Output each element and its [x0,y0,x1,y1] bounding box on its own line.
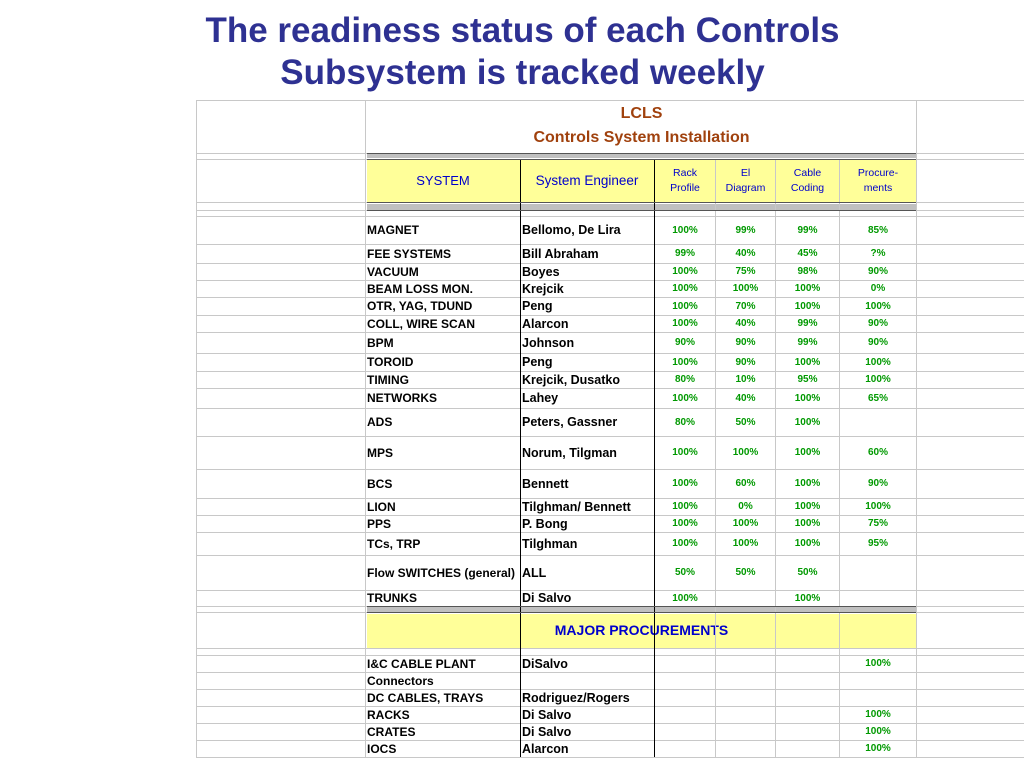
readiness-value: 100% [794,518,821,529]
system-engineer: Peng [522,299,553,313]
procurement-value [840,689,916,706]
column-separator [520,159,521,757]
readiness-value: 100% [865,501,891,512]
readiness-value: 90% [867,266,888,277]
readiness-value: 100% [672,392,698,404]
procurement-name: CRATES [367,724,416,739]
grid-row-line [196,280,1024,281]
readiness-value: 80% [674,416,695,428]
readiness-value: 90% [867,478,888,489]
cable-coding-label-2: Coding [790,181,825,194]
section-border [367,159,916,160]
system-name: TOROID [367,355,414,369]
system-name: MPS [367,445,394,460]
readiness-value [840,590,916,606]
procurement-engineer: DiSalvo [522,656,568,671]
procurement-name: DC CABLES, TRAYS [367,690,484,705]
readiness-value: 90% [674,337,695,348]
procurement-value [840,672,916,689]
procurement-value: 100% [865,726,891,737]
grid-column-line [775,159,776,757]
readiness-value: 50% [735,416,756,428]
procurement-value: 100% [865,743,891,754]
grid-row-line [196,723,1024,724]
system-engineer: Norum, Tilgman [522,445,617,460]
grid-column-line [916,100,917,757]
grid-row-line [196,555,1024,556]
readiness-value: 90% [735,356,756,368]
system-name: NETWORKS [367,391,437,405]
readiness-value: 100% [794,356,821,368]
procurements-label-2: ments [863,181,893,194]
readiness-value: 95% [867,538,888,549]
readiness-value: 100% [672,224,698,236]
section-border [367,606,916,607]
readiness-value: 60% [735,478,756,489]
system-engineer: Krejcik, Dusatko [522,372,620,387]
readiness-value: 100% [794,447,821,458]
readiness-value: 95% [797,374,818,385]
readiness-value: 100% [732,447,759,458]
readiness-value: 75% [735,266,756,277]
system-engineer: Bennett [522,476,569,491]
readiness-value: 50% [674,567,695,578]
procurement-engineer [522,672,652,689]
readiness-value: 100% [732,283,759,294]
grid-row-line [196,408,1024,409]
sheet-heading-lcls: LCLS [620,105,663,122]
grid-row-line [196,648,1024,649]
system-engineer: Alarcon [522,316,569,331]
el-diagram-label-1: El [740,166,751,179]
procurement-engineer: Di Salvo [522,724,572,739]
readiness-value: 100% [865,374,891,385]
readiness-value: 40% [735,318,756,329]
column-header-system: SYSTEM [416,173,470,188]
procurement-engineer: Rodriguez/Rogers [522,690,630,705]
system-name: Flow SWITCHES (general) [367,565,516,580]
system-name: TRUNKS [367,591,417,605]
column-header-engineer: System Engineer [535,173,639,188]
system-name: OTR, YAG, TDUND [367,299,473,313]
grid-row-line [196,655,1024,656]
procurement-name: I&C CABLE PLANT [367,656,476,671]
system-name: BCS [367,476,393,491]
procurements-label-1: Procure- [857,166,899,179]
grid-row-line [196,740,1024,741]
readiness-value: 100% [672,501,698,512]
grid-row-line [196,590,1024,591]
readiness-value: 40% [735,392,756,404]
procurement-engineer: Di Salvo [522,707,572,722]
grid-column-line [365,100,366,757]
readiness-value: 100% [794,283,821,294]
readiness-value: 99% [735,224,756,236]
system-engineer: Di Salvo [522,591,572,605]
grid-row-line [196,371,1024,372]
readiness-value: 100% [865,300,891,312]
grid-row-line [196,469,1024,470]
system-name: BEAM LOSS MON. [367,281,474,296]
readiness-value: 100% [672,538,698,549]
procurement-engineer: Alarcon [522,741,569,756]
readiness-value: 100% [794,501,821,512]
system-engineer: P. Bong [522,516,568,531]
readiness-value: 100% [732,538,759,549]
grid-column-line [839,159,840,757]
column-header-el-diagram [716,159,775,202]
grid-row-line [196,263,1024,264]
column-header-rack-profile [655,159,715,202]
system-name: BPM [367,335,394,350]
system-name: FEE SYSTEMS [367,246,452,261]
readiness-value: 10% [735,374,756,385]
readiness-value: 100% [672,356,698,368]
readiness-value: 100% [794,592,821,604]
procurement-value: 100% [865,658,891,669]
readiness-value: 100% [794,392,821,404]
readiness-value: 85% [867,224,888,236]
readiness-value: 100% [672,300,698,312]
grid-row-line [196,244,1024,245]
procurement-value: 100% [865,709,891,720]
readiness-value: 90% [867,318,888,329]
section-border [367,612,916,613]
readiness-value: 99% [797,224,818,236]
system-name: PPS [367,516,392,531]
system-name: ADS [367,415,393,429]
section-border [367,153,916,154]
system-engineer: Peng [522,355,553,369]
readiness-value: 65% [867,392,888,404]
readiness-value: 60% [867,447,888,458]
readiness-value: 80% [674,374,695,385]
readiness-value [840,408,916,436]
section-border [367,210,916,211]
readiness-value: 90% [867,337,888,348]
sheet-heading-installation: Controls System Installation [533,129,750,146]
readiness-value: 40% [735,248,756,259]
grid-row-line [196,515,1024,516]
grid-row-line [196,100,1024,101]
system-engineer: Lahey [522,391,559,405]
readiness-value: 50% [797,567,818,578]
system-name: MAGNET [367,223,419,237]
readiness-value: 99% [797,337,818,348]
readiness-value: ?% [870,248,886,259]
system-engineer: ALL [522,565,547,580]
readiness-value: 50% [735,567,756,578]
grid-row-line [196,297,1024,298]
readiness-value: 100% [672,447,698,458]
system-engineer: Bellomo, De Lira [522,223,621,237]
rack-profile-label-2: Profile [670,181,700,194]
readiness-value: 100% [794,478,821,489]
readiness-value [716,590,775,606]
system-engineer: Peters, Gassner [522,415,618,429]
system-engineer: Boyes [522,264,560,279]
readiness-value: 100% [672,478,698,489]
cable-coding-label-1: Cable [793,166,822,179]
grid-row-line [196,757,1024,758]
title-line-2: Subsystem is tracked weekly [280,53,765,92]
readiness-value: 100% [794,300,821,312]
readiness-value: 100% [672,283,698,294]
readiness-value: 100% [672,318,698,329]
readiness-value: 100% [672,592,698,604]
readiness-value: 100% [672,266,698,277]
readiness-value: 100% [672,518,698,529]
system-name: VACUUM [367,264,419,279]
column-separator [654,159,655,757]
major-procurements-title: MAJOR PROCUREMENTS [554,622,729,638]
grid-row-line [196,436,1024,437]
procurement-name: RACKS [367,707,410,722]
system-engineer: Krejcik [522,281,564,296]
grid-row-line [196,706,1024,707]
readiness-value: 100% [865,356,891,368]
grid-column-line [196,100,197,757]
system-engineer: Johnson [522,335,575,350]
procurement-name: IOCS [367,741,397,756]
grid-row-line [196,532,1024,533]
readiness-value: 99% [674,248,695,259]
grid-row-line [196,498,1024,499]
readiness-value: 0% [738,501,753,512]
readiness-value: 70% [735,300,756,312]
grid-row-line [196,315,1024,316]
readiness-value: 75% [867,518,888,529]
readiness-value: 100% [732,518,759,529]
readiness-value: 0% [870,283,886,294]
readiness-value [840,555,916,590]
grid-row-line [196,332,1024,333]
grid-row-line [196,672,1024,673]
readiness-value: 90% [735,337,756,348]
column-header-cable-coding [776,159,839,202]
system-name: LION [367,499,396,514]
readiness-value: 45% [797,248,818,259]
readiness-value: 98% [797,266,818,277]
system-engineer: Tilghman [522,536,578,551]
system-name: TIMING [367,372,409,387]
grid-column-line [715,159,716,757]
title-line-1: The readiness status of each Controls [205,11,840,50]
readiness-value: 100% [794,416,821,428]
el-diagram-label-2: Diagram [725,181,766,194]
grid-row-line [196,689,1024,690]
system-name: TCs, TRP [367,536,421,551]
grid-row-line [196,216,1024,217]
readiness-value: 99% [797,318,818,329]
section-border [367,202,916,203]
grid-row-line [196,353,1024,354]
readiness-value: 100% [794,538,821,549]
grid-row-line [196,388,1024,389]
rack-profile-label-1: Rack [673,166,697,179]
system-engineer: Tilghman/ Bennett [522,499,631,514]
system-name: COLL, WIRE SCAN [367,316,475,331]
system-engineer: Bill Abraham [522,246,599,261]
procurement-name: Connectors [367,673,434,688]
column-header-procurements [840,159,916,202]
